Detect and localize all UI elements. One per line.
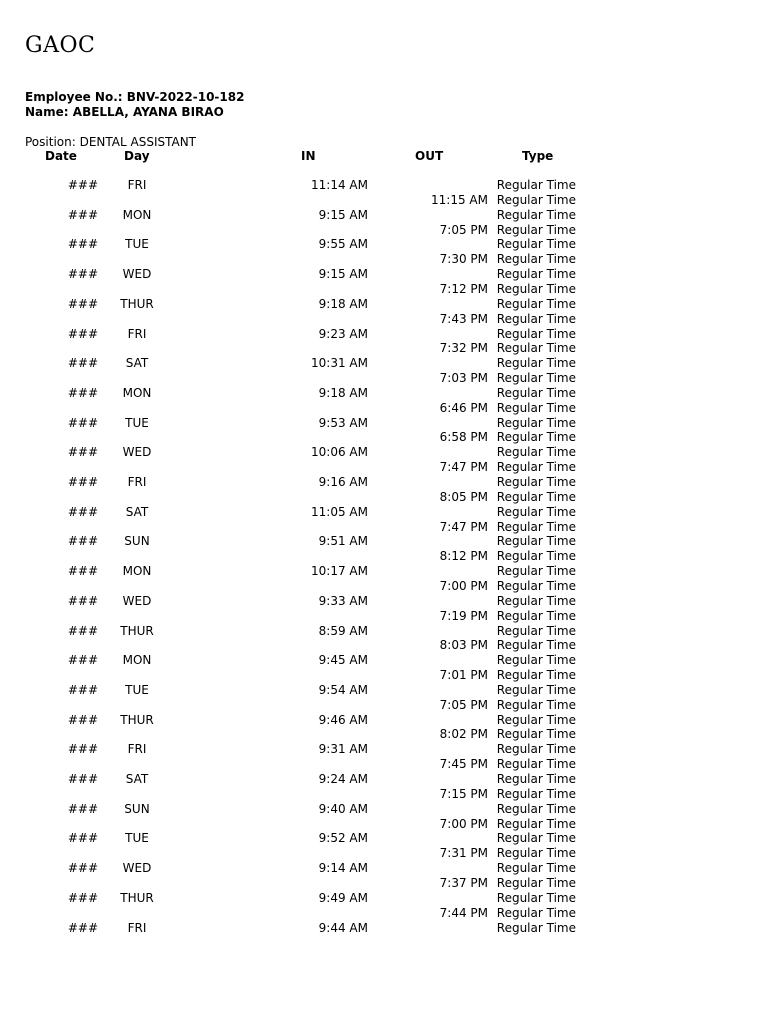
- date-cell: ###: [67, 416, 98, 430]
- time-in-cell: 9:31 AM: [318, 742, 368, 756]
- time-out-cell: 7:47 PM: [439, 520, 488, 534]
- date-cell: ###: [67, 594, 98, 608]
- type-cell: Regular Time: [496, 579, 576, 593]
- day-cell: FRI: [127, 178, 147, 192]
- org-title: GAOC: [25, 33, 96, 58]
- type-cell: Regular Time: [496, 787, 576, 801]
- type-cell: Regular Time: [496, 430, 576, 444]
- type-cell: Regular Time: [496, 921, 576, 935]
- employee-no-label: Employee No.:: [25, 90, 123, 104]
- time-out-cell: 7:30 PM: [439, 252, 488, 266]
- type-cell: Regular Time: [496, 831, 576, 845]
- time-in-cell: 9:14 AM: [318, 861, 368, 875]
- day-cell: MON: [122, 564, 152, 578]
- type-cell: Regular Time: [496, 282, 576, 296]
- time-in-cell: 9:18 AM: [318, 297, 368, 311]
- type-cell: Regular Time: [496, 698, 576, 712]
- time-out-cell: 7:32 PM: [439, 341, 488, 355]
- type-cell: Regular Time: [496, 341, 576, 355]
- type-cell: Regular Time: [496, 549, 576, 563]
- type-cell: Regular Time: [496, 520, 576, 534]
- type-cell: Regular Time: [496, 445, 576, 459]
- type-cell: Regular Time: [496, 327, 576, 341]
- type-cell: Regular Time: [496, 505, 576, 519]
- time-in-cell: 9:46 AM: [318, 713, 368, 727]
- time-out-cell: 7:43 PM: [439, 312, 488, 326]
- type-cell: Regular Time: [496, 267, 576, 281]
- date-cell: ###: [67, 356, 98, 370]
- type-cell: Regular Time: [496, 490, 576, 504]
- date-cell: ###: [67, 861, 98, 875]
- col-header-date: Date: [45, 149, 77, 163]
- day-cell: FRI: [127, 327, 147, 341]
- type-cell: Regular Time: [496, 638, 576, 652]
- time-in-cell: 9:24 AM: [318, 772, 368, 786]
- time-out-cell: 8:02 PM: [439, 727, 488, 741]
- type-cell: Regular Time: [496, 356, 576, 370]
- type-cell: Regular Time: [496, 312, 576, 326]
- type-cell: Regular Time: [496, 713, 576, 727]
- date-cell: ###: [67, 772, 98, 786]
- time-in-cell: 9:54 AM: [318, 683, 368, 697]
- date-cell: ###: [67, 564, 98, 578]
- time-in-cell: 10:06 AM: [311, 445, 368, 459]
- date-cell: ###: [67, 178, 98, 192]
- type-cell: Regular Time: [496, 624, 576, 638]
- type-cell: Regular Time: [496, 252, 576, 266]
- date-cell: ###: [67, 802, 98, 816]
- time-in-cell: 9:49 AM: [318, 891, 368, 905]
- day-cell: SUN: [124, 534, 150, 548]
- day-cell: MON: [122, 386, 152, 400]
- type-cell: Regular Time: [496, 683, 576, 697]
- time-in-cell: 10:17 AM: [311, 564, 368, 578]
- type-cell: Regular Time: [496, 802, 576, 816]
- type-cell: Regular Time: [496, 906, 576, 920]
- employee-no-line: [25, 89, 244, 105]
- day-cell: WED: [122, 267, 152, 281]
- date-cell: ###: [67, 891, 98, 905]
- type-cell: Regular Time: [496, 772, 576, 786]
- time-out-cell: 7:05 PM: [439, 698, 488, 712]
- time-out-cell: 7:00 PM: [439, 817, 488, 831]
- type-cell: Regular Time: [496, 594, 576, 608]
- day-cell: TUE: [125, 237, 149, 251]
- time-out-cell: 8:03 PM: [439, 638, 488, 652]
- time-out-cell: 7:37 PM: [439, 876, 488, 890]
- time-out-cell: 7:31 PM: [439, 846, 488, 860]
- date-cell: ###: [67, 386, 98, 400]
- day-cell: THUR: [120, 891, 154, 905]
- type-cell: Regular Time: [496, 208, 576, 222]
- day-cell: WED: [122, 861, 152, 875]
- time-out-cell: 7:45 PM: [439, 757, 488, 771]
- day-cell: THUR: [120, 297, 154, 311]
- type-cell: Regular Time: [496, 386, 576, 400]
- date-cell: ###: [67, 683, 98, 697]
- type-cell: Regular Time: [496, 861, 576, 875]
- date-cell: ###: [67, 237, 98, 251]
- type-cell: Regular Time: [496, 757, 576, 771]
- type-cell: Regular Time: [496, 817, 576, 831]
- type-cell: Regular Time: [496, 534, 576, 548]
- day-cell: TUE: [125, 416, 149, 430]
- date-cell: ###: [67, 267, 98, 281]
- time-in-cell: 9:51 AM: [318, 534, 368, 548]
- date-cell: ###: [67, 742, 98, 756]
- day-cell: MON: [122, 208, 152, 222]
- position-label: Position:: [25, 135, 76, 149]
- date-cell: ###: [67, 475, 98, 489]
- day-cell: MON: [122, 653, 152, 667]
- type-cell: Regular Time: [496, 668, 576, 682]
- time-out-cell: 8:05 PM: [439, 490, 488, 504]
- col-header-out: OUT: [415, 149, 444, 163]
- day-cell: FRI: [127, 921, 147, 935]
- type-cell: Regular Time: [496, 193, 576, 207]
- type-cell: Regular Time: [496, 475, 576, 489]
- day-cell: SUN: [124, 802, 150, 816]
- time-out-cell: 7:00 PM: [439, 579, 488, 593]
- date-cell: ###: [67, 208, 98, 222]
- day-cell: SAT: [125, 505, 149, 519]
- type-cell: Regular Time: [496, 416, 576, 430]
- time-out-cell: 7:15 PM: [439, 787, 488, 801]
- time-in-cell: 10:31 AM: [311, 356, 368, 370]
- day-cell: THUR: [120, 624, 154, 638]
- time-in-cell: 9:55 AM: [318, 237, 368, 251]
- time-in-cell: 11:05 AM: [311, 505, 368, 519]
- time-out-cell: 7:19 PM: [439, 609, 488, 623]
- time-out-cell: 7:05 PM: [439, 223, 488, 237]
- day-cell: WED: [122, 594, 152, 608]
- type-cell: Regular Time: [496, 891, 576, 905]
- day-cell: SAT: [125, 772, 149, 786]
- time-in-cell: 9:45 AM: [318, 653, 368, 667]
- day-cell: FRI: [127, 475, 147, 489]
- date-cell: ###: [67, 653, 98, 667]
- type-cell: Regular Time: [496, 653, 576, 667]
- type-cell: Regular Time: [496, 876, 576, 890]
- employee-no-value: BNV-2022-10-182: [126, 90, 245, 104]
- day-cell: THUR: [120, 713, 154, 727]
- employee-name-value: ABELLA, AYANA BIRAO: [72, 105, 224, 119]
- date-cell: ###: [67, 505, 98, 519]
- time-out-cell: 7:47 PM: [439, 460, 488, 474]
- time-in-cell: 8:59 AM: [318, 624, 368, 638]
- type-cell: Regular Time: [496, 223, 576, 237]
- date-cell: ###: [67, 831, 98, 845]
- day-cell: TUE: [125, 831, 149, 845]
- col-header-type: Type: [522, 149, 554, 163]
- time-in-cell: 9:15 AM: [318, 208, 368, 222]
- time-in-cell: 9:44 AM: [318, 921, 368, 935]
- time-in-cell: 9:52 AM: [318, 831, 368, 845]
- day-cell: FRI: [127, 742, 147, 756]
- day-cell: WED: [122, 445, 152, 459]
- type-cell: Regular Time: [496, 178, 576, 192]
- date-cell: ###: [67, 921, 98, 935]
- time-out-cell: 8:12 PM: [439, 549, 488, 563]
- time-in-cell: 9:16 AM: [318, 475, 368, 489]
- date-cell: ###: [67, 297, 98, 311]
- date-cell: ###: [67, 713, 98, 727]
- employee-name-label: Name:: [25, 105, 69, 119]
- time-in-cell: 9:53 AM: [318, 416, 368, 430]
- time-in-cell: 9:40 AM: [318, 802, 368, 816]
- date-cell: ###: [67, 534, 98, 548]
- type-cell: Regular Time: [496, 237, 576, 251]
- type-cell: Regular Time: [496, 742, 576, 756]
- time-in-cell: 11:14 AM: [311, 178, 368, 192]
- time-in-cell: 9:33 AM: [318, 594, 368, 608]
- time-out-cell: 7:12 PM: [439, 282, 488, 296]
- time-out-cell: 7:44 PM: [439, 906, 488, 920]
- type-cell: Regular Time: [496, 846, 576, 860]
- type-cell: Regular Time: [496, 727, 576, 741]
- date-cell: ###: [67, 327, 98, 341]
- time-out-cell: 6:46 PM: [439, 401, 488, 415]
- type-cell: Regular Time: [496, 371, 576, 385]
- employee-name-line: [25, 104, 224, 120]
- type-cell: Regular Time: [496, 609, 576, 623]
- day-cell: TUE: [125, 683, 149, 697]
- col-header-day: Day: [124, 149, 150, 163]
- type-cell: Regular Time: [496, 401, 576, 415]
- time-out-cell: 7:01 PM: [439, 668, 488, 682]
- position-value: DENTAL ASSISTANT: [79, 135, 197, 149]
- type-cell: Regular Time: [496, 564, 576, 578]
- col-header-in: IN: [301, 149, 316, 163]
- time-in-cell: 9:23 AM: [318, 327, 368, 341]
- type-cell: Regular Time: [496, 297, 576, 311]
- time-in-cell: 9:18 AM: [318, 386, 368, 400]
- date-cell: ###: [67, 445, 98, 459]
- date-cell: ###: [67, 624, 98, 638]
- type-cell: Regular Time: [496, 460, 576, 474]
- time-out-cell: 6:58 PM: [439, 430, 488, 444]
- time-out-cell: 7:03 PM: [439, 371, 488, 385]
- time-in-cell: 9:15 AM: [318, 267, 368, 281]
- time-out-cell: 11:15 AM: [431, 193, 488, 207]
- day-cell: SAT: [125, 356, 149, 370]
